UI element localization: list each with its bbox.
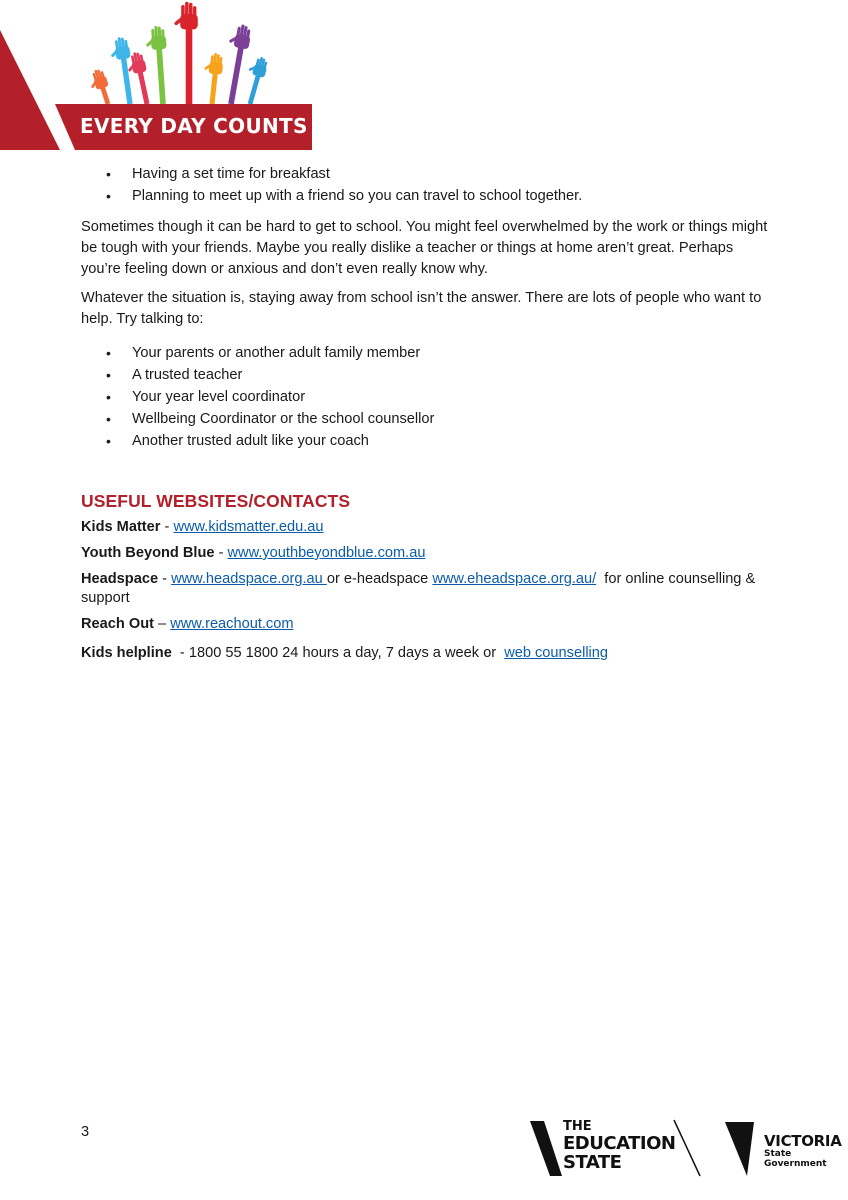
reachout-link[interactable]: www.reachout.com — [170, 616, 294, 632]
hand-icon — [239, 54, 269, 105]
vic-sub2: Government — [764, 1159, 827, 1169]
separator: - — [214, 545, 228, 561]
separator: - — [158, 571, 172, 587]
contact-text: or e-headspace — [326, 571, 433, 587]
contact-kids-helpline — [81, 644, 771, 663]
contact-name: Kids helpline — [81, 645, 172, 661]
headspace-link[interactable]: www.headspace.org.au — [171, 571, 327, 587]
vic-word: VICTORIA — [764, 1132, 842, 1150]
left-red-triangle — [0, 30, 60, 150]
hand-icon — [218, 23, 252, 106]
hand-icon — [86, 67, 114, 107]
edu-line2: STATE — [563, 1152, 622, 1173]
separator: - — [160, 519, 174, 535]
web-counselling-link[interactable]: web counselling — [504, 645, 609, 661]
edu-line1: EDUCATION — [563, 1133, 676, 1154]
contact-youth-beyond-blue — [81, 544, 771, 563]
contact-kids-matter — [81, 518, 771, 537]
contact-name: Reach Out — [81, 616, 154, 632]
hand-icon — [200, 52, 224, 105]
contact-name: Headspace — [81, 571, 159, 587]
edu-the: THE — [563, 1119, 592, 1134]
hand-icon — [144, 25, 170, 105]
list-item: • Your year level coordinator — [81, 386, 771, 408]
contact-text: for online counselling & support — [81, 571, 760, 606]
contact-name: Youth Beyond Blue — [81, 545, 215, 561]
bullet-list-top — [81, 163, 771, 207]
youthbeyondblue-link[interactable]: www.youthbeyondblue.com.au — [227, 545, 426, 561]
section-heading: USEFUL WEBSITES/CONTACTS — [81, 491, 351, 511]
bullet-list-people — [81, 342, 771, 452]
list-item: • Having a set time for breakfast — [81, 163, 771, 185]
list-item: • A trusted teacher — [81, 364, 771, 386]
hand-icon — [108, 36, 137, 106]
list-item: • Your parents or another adult family member — [81, 342, 771, 364]
victoria-v-icon — [725, 1122, 754, 1176]
every-day-counts-logo — [0, 0, 330, 160]
victoria-logo — [764, 1133, 842, 1169]
contact-name: Kids Matter — [81, 519, 161, 535]
kidsmatter-link[interactable]: www.kidsmatter.edu.au — [173, 519, 324, 535]
list-item: • Wellbeing Coordinator or the school counsellor — [81, 408, 771, 430]
education-state-logo — [563, 1120, 675, 1172]
contact-text: - 1800 55 1800 24 hours a day, 7 days a week or — [171, 645, 505, 661]
hand-icon — [174, 2, 198, 104]
page-content — [81, 163, 771, 670]
vic-sub1: State — [764, 1149, 792, 1159]
banner-title: EVERY DAY COUNTS — [80, 114, 308, 138]
divider-slash — [674, 1120, 700, 1176]
list-item: • Planning to meet up with a friend so you can travel to school together. — [81, 185, 771, 207]
list-item: • Another trusted adult like your coach — [81, 430, 771, 452]
contact-reach-out — [81, 615, 771, 634]
page-number: 3 — [81, 1124, 90, 1140]
paragraph: Whatever the situation is, staying away from school isn’t the answer. There are lots of people who want to help. Try talking to: — [81, 290, 762, 327]
paragraph: Sometimes though it can be hard to get to school. You might feel overwhelmed by the work or things might be tough with your friends. Maybe you really dislike a teacher or things at home aren’t great. Perhaps you’re feeling down or anxious and don’t even really know why. — [81, 219, 768, 277]
eheadspace-link[interactable]: www.eheadspace.org.au/ — [432, 571, 597, 587]
separator: – — [153, 616, 171, 632]
contact-headspace — [81, 570, 771, 608]
education-state-v-icon — [530, 1121, 562, 1176]
